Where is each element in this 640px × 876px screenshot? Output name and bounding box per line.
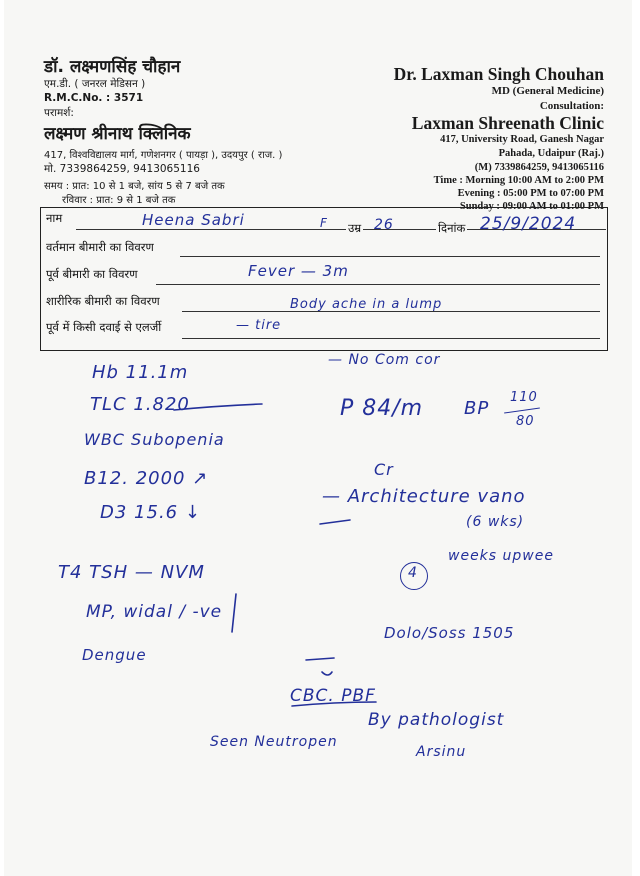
note-dolo: Dolo/Soss 1505 <box>384 624 515 642</box>
clinic-name-english: Laxman Shreenath Clinic <box>411 113 604 133</box>
current-illness-label: वर्तमान बीमारी का विवरण <box>46 240 154 254</box>
prescription-paper <box>4 0 632 876</box>
clinic-name-hindi: लक्ष्मण श्रीनाथ क्लिनिक <box>44 124 191 144</box>
note-t4tsh: T4 TSH — NVM <box>58 562 205 583</box>
ticks-small <box>322 672 332 675</box>
note-hb: Hb 11.1m <box>92 362 189 383</box>
time-sunday: Sunday : 09:00 AM to 01:00 PM <box>459 201 604 212</box>
address-hindi: 417, विश्वविद्यालय मार्ग, गणेशनगर ( पायड़ा ), उदयपुर ( राज. ) <box>44 150 283 161</box>
dash-architecture <box>320 520 350 524</box>
note-bp-systolic: 110 <box>510 390 538 405</box>
sunday-hindi: रविवार : प्रात: 9 से 1 बजे तक <box>62 195 176 206</box>
patient-age-handwritten: 26 <box>374 217 394 233</box>
note-weeks: weeks upwee <box>448 548 554 564</box>
phone-hindi: मो. 7339864259, 9413065116 <box>44 163 200 175</box>
visit-date-handwritten: 25/9/2024 <box>480 214 577 234</box>
note-bp-diastolic: 80 <box>516 414 535 429</box>
note-dengue: Dengue <box>82 646 147 664</box>
note-wbc: WBC Subopenia <box>84 430 225 449</box>
past-illness-handwritten: Fever — 3m <box>248 262 349 280</box>
physical-illness-handwritten: Body ache in a lump <box>290 297 443 312</box>
note-tlc: TLC 1.820 <box>90 394 190 415</box>
note-cbc-pbf: CBC. PBF <box>290 686 376 706</box>
note-d3: D3 15.6 ↓ <box>100 502 201 523</box>
date-label: दिनांक <box>438 221 466 235</box>
note-architecture: — Architecture vano <box>322 486 526 507</box>
address-line2: Pahada, Udaipur (Raj.) <box>498 148 604 159</box>
address-line1: 417, University Road, Ganesh Nagar <box>440 134 604 145</box>
note-pulse: P 84/m <box>340 396 424 421</box>
note-architecture-sub: (6 wks) <box>466 514 525 530</box>
note-by-pathologist: By pathologist <box>368 710 505 730</box>
consult-label-hindi: परामर्श: <box>44 107 74 119</box>
note-b12: B12. 2000 ↗ <box>84 468 209 489</box>
phone-english: (M) 7339864259, 9413065116 <box>474 162 604 173</box>
allergy-label: पूर्व में किसी दवाई से एलर्जी <box>46 320 162 334</box>
age-label: उम्र <box>348 221 362 235</box>
note-mp-widal: MP, widal / -ve <box>86 602 223 622</box>
doctor-name-english: Dr. Laxman Singh Chouhan <box>393 64 604 84</box>
note-signature: Arsinu <box>416 744 467 760</box>
patient-name-handwritten: Heena Sabri <box>142 211 245 229</box>
name-label: नाम <box>46 211 63 225</box>
timing-hindi: समय : प्रात: 10 से 1 बजे, सांय 5 से 7 बजे तक <box>44 181 225 192</box>
pen-strokes <box>4 0 632 876</box>
physical-illness-label: शारीरिक बीमारी का विवरण <box>46 294 160 308</box>
note-cr: Cr <box>374 460 394 479</box>
patient-sex-handwritten: F <box>320 216 328 230</box>
degree-english: MD (General Medicine) <box>491 85 604 97</box>
note-no-complaint: — No Com cor <box>328 352 441 368</box>
doctor-name-hindi: डॉ. लक्ष्मणसिंह चौहान <box>44 57 181 77</box>
mp-slash <box>232 594 236 632</box>
cbc-underline <box>292 702 376 706</box>
rmc-number: R.M.C.No. : 3571 <box>44 92 144 104</box>
note-seen-neutropenia: Seen Neutropen <box>210 734 338 750</box>
note-circled-number: 4 <box>408 565 418 581</box>
consult-label-english: Consultation: <box>539 100 604 112</box>
time-evening: Evening : 05:00 PM to 07:00 PM <box>457 188 604 199</box>
dash-dolo <box>306 658 334 660</box>
note-bp-label: BP <box>464 398 490 419</box>
time-morning: Time : Morning 10:00 AM to 2:00 PM <box>433 175 604 186</box>
past-illness-label: पूर्व बीमारी का विवरण <box>46 267 138 281</box>
degree-hindi: एम.डी. ( जनरल मेडिसन ) <box>44 78 146 90</box>
tlc-underline <box>174 404 262 410</box>
allergy-handwritten: — tire <box>236 318 282 333</box>
